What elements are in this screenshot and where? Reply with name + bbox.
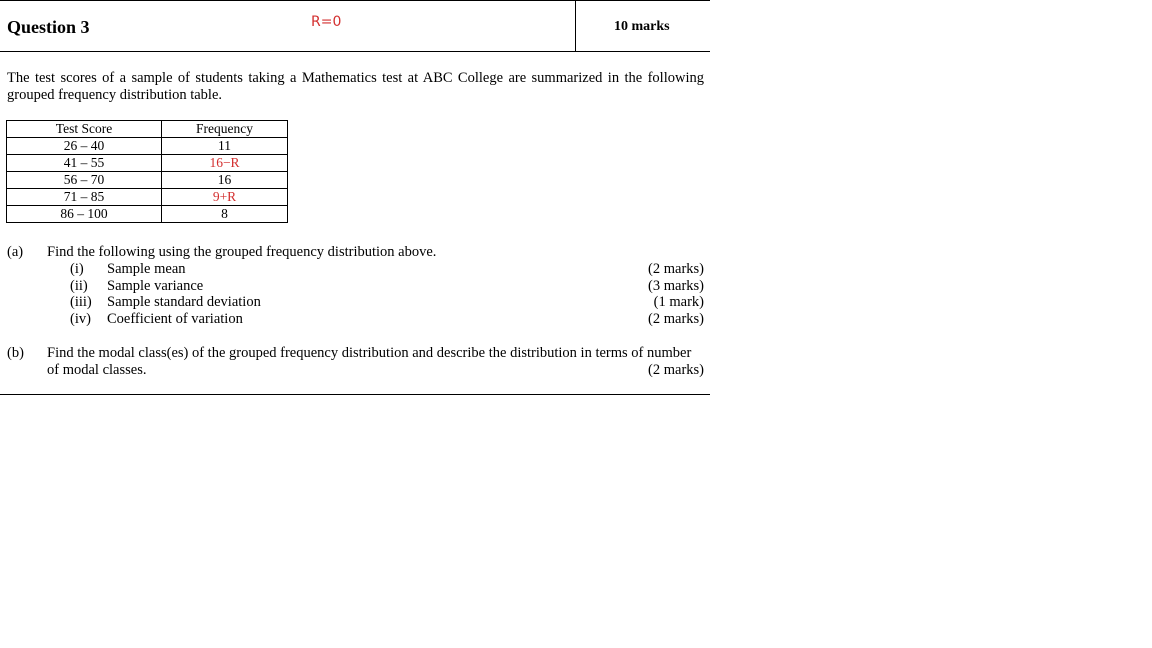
frequency-cell: 16−R [162, 155, 288, 172]
part-a-label: (a) [7, 244, 24, 260]
question-title: Question 3 [7, 17, 90, 37]
frequency-table [6, 120, 288, 223]
table-row [7, 206, 288, 223]
frequency-cell: 16 [162, 172, 288, 189]
item-marks: (3 marks) [648, 278, 704, 294]
score-cell: 71 – 85 [7, 189, 162, 206]
bottom-rule [0, 394, 710, 395]
item-number: (i) [70, 261, 84, 277]
part-b-line: of modal classes. [47, 362, 147, 378]
item-text: Coefficient of variation [107, 311, 243, 327]
part-a-item [70, 294, 704, 311]
score-cell: 56 – 70 [7, 172, 162, 189]
item-number: (ii) [70, 278, 88, 294]
item-number: (iv) [70, 311, 91, 327]
table-row [7, 189, 288, 206]
table-header-row [7, 121, 288, 138]
frequency-cell: 8 [162, 206, 288, 223]
item-number: (iii) [70, 294, 92, 310]
part-b-label: (b) [7, 345, 24, 361]
item-marks: (2 marks) [648, 311, 704, 327]
frequency-cell: 9+R [162, 189, 288, 206]
item-marks: (1 mark) [653, 294, 704, 310]
column-header-frequency: Frequency [162, 121, 288, 138]
item-text: Sample standard deviation [107, 294, 261, 310]
column-header-score: Test Score [7, 121, 162, 138]
table-row [7, 172, 288, 189]
frequency-cell: 11 [162, 138, 288, 155]
part-b-line: Find the modal class(es) of the grouped frequency distribution and describe the distribution in terms of number [47, 345, 692, 361]
part-a-item [70, 311, 704, 328]
part-a-item [70, 278, 704, 295]
item-marks: (2 marks) [648, 261, 704, 277]
header-divider [575, 1, 576, 52]
part-b-marks: (2 marks) [648, 362, 704, 378]
table-row [7, 155, 288, 172]
question-header [0, 0, 710, 52]
r-value-note: R=0 [311, 14, 342, 30]
total-marks: 10 marks [614, 19, 670, 34]
score-cell: 86 – 100 [7, 206, 162, 223]
table-row [7, 138, 288, 155]
item-text: Sample mean [107, 261, 186, 277]
score-cell: 26 – 40 [7, 138, 162, 155]
score-cell: 41 – 55 [7, 155, 162, 172]
part-a-text: Find the following using the grouped frequency distribution above. [47, 244, 437, 260]
part-a-item [70, 261, 704, 278]
part-b-text [47, 345, 704, 379]
intro-paragraph: The test scores of a sample of students taking a Mathematics test at ABC College are summarized in the following grouped frequency distribution table. [7, 70, 704, 103]
part-b-line-2 [47, 362, 704, 379]
item-text: Sample variance [107, 278, 204, 294]
